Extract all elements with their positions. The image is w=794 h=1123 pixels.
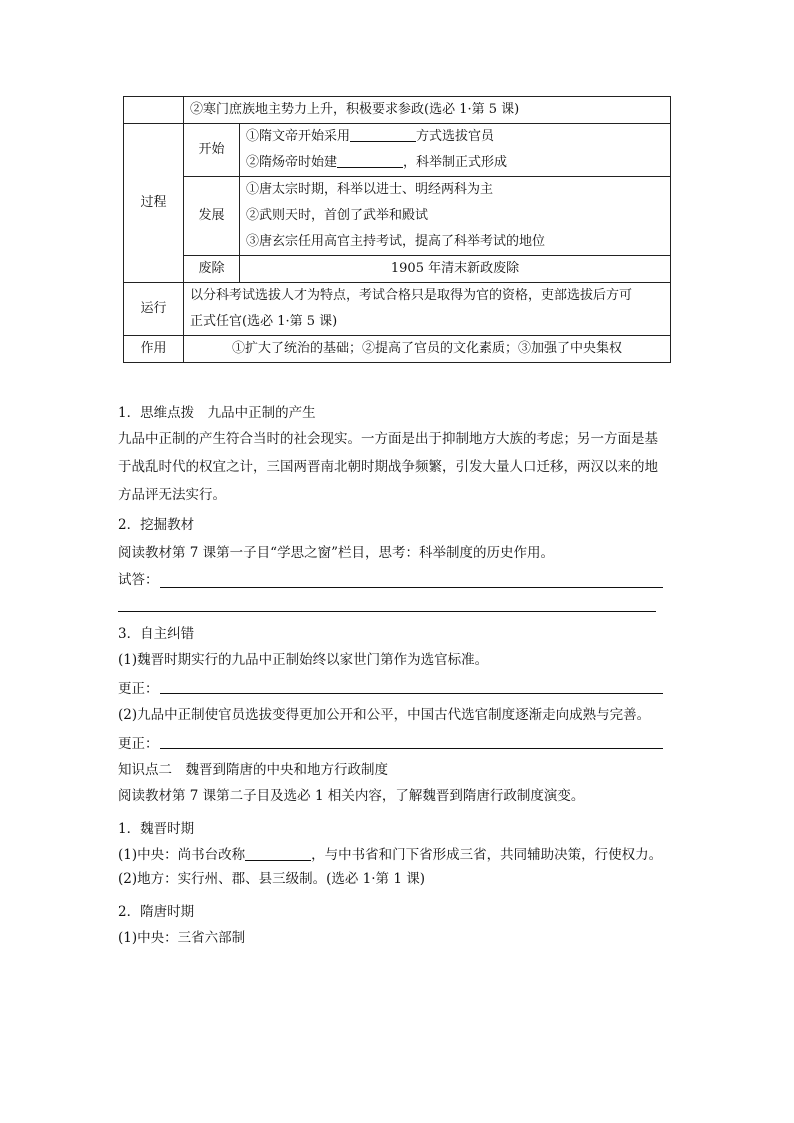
operation-line-1: 以分科考试选拔人才为特点，考试合格只是取得为官的资格，吏部选拔后方可 [190,288,633,303]
table-row [124,177,671,256]
operation-line-2: 正式任官(选必 1·第 5 课) [190,314,338,329]
paragraph-line: 方品评无法实行。 [118,487,226,503]
section-heading: 3．自主纠错 [118,626,195,642]
effect-text: ①扩大了统治的基础；②提高了官员的文化素质；③加强了中央集权 [184,336,671,363]
table-cell [240,177,671,256]
paragraph-line: 阅读教材第 7 课第二子目及选必 1 相关内容，了解魏晋到隋唐行政制度演变。 [118,788,585,804]
table-cell [240,124,671,177]
develop-line-2: ②武则天时，首创了武举和殿试 [246,208,429,223]
table-row [124,336,671,363]
develop-line-3: ③唐玄宗任用高官主持考试，提高了科举考试的地位 [246,234,546,249]
abolish-text: 1905 年清末新政废除 [240,256,671,283]
sub-label-start: 开始 [184,124,240,177]
imperial-exam-table [123,96,671,363]
subsection-heading: 2．隋唐时期 [118,904,195,920]
table-row [124,256,671,283]
paragraph-line: (1)中央：三省六部制 [118,930,246,946]
fill-blank [245,844,311,861]
section-heading: 2．挖掘教材 [118,517,195,533]
paragraph-line: (1)中央：尚书台改称 ，与中书省和门下省形成三省，共同辅助决策，行使权力。 [118,842,678,868]
sub-label-abolish: 废除 [184,256,240,283]
table-cell: ②寒门庶族地主势力上升，积极要求参政(选必 1·第 5 课) [184,97,671,124]
correction-line[interactable] [160,693,663,694]
table-row [124,124,671,177]
fill-blank [337,151,403,168]
paragraph-line: (2)地方：实行州、郡、县三级制。(选必 1·第 1 课) [118,871,425,887]
table-row [124,97,671,124]
section-heading: 1．思维点拨 九品中正制的产生 [118,405,316,421]
paragraph-line: 于战乱时代的权宜之计，三国两晋南北朝时期战争频繁，引发大量人口迁移，两汉以来的地 [118,459,658,475]
sub-label-develop: 发展 [184,177,240,256]
subsection-heading: 1．魏晋时期 [118,821,195,837]
paragraph-line: 九品中正制的产生符合当时的社会现实。一方面是出于抑制地方大族的考虑；另一方面是基 [118,431,658,447]
knowledge-heading: 知识点二 魏晋到隋唐的中央和地方行政制度 [118,762,388,778]
fill-blank [350,125,416,142]
table-row [124,283,671,336]
correction-label: 更正： [118,736,159,752]
question-line: (2)九品中正制使官员选拔变得更加公开和公平，中国古代选官制度逐渐走向成熟与完善。 [118,707,651,723]
start-line-1: ①隋文帝开始采用 方式选拔官员 [246,124,664,150]
answer-line[interactable] [160,587,663,588]
start-line-2: ②隋炀帝时始建 ，科举制正式形成 [246,150,664,176]
row-label-effect: 作用 [124,336,184,363]
correction-label: 更正： [118,681,159,697]
correction-line[interactable] [160,748,663,749]
question-line: (1)魏晋时期实行的九品中正制始终以家世门第作为选官标准。 [118,652,489,668]
table-cell [184,283,671,336]
row-label-process: 过程 [124,124,184,283]
row-label-operation: 运行 [124,283,184,336]
develop-line-1: ①唐太宗时期，科举以进士、明经两科为主 [246,182,494,197]
answer-label: 试答： [118,572,159,588]
answer-line[interactable] [118,611,656,612]
table-cell-empty [124,97,184,124]
paragraph-line: 阅读教材第 7 课第一子目“学思之窗”栏目，思考：科举制度的历史作用。 [118,545,554,561]
